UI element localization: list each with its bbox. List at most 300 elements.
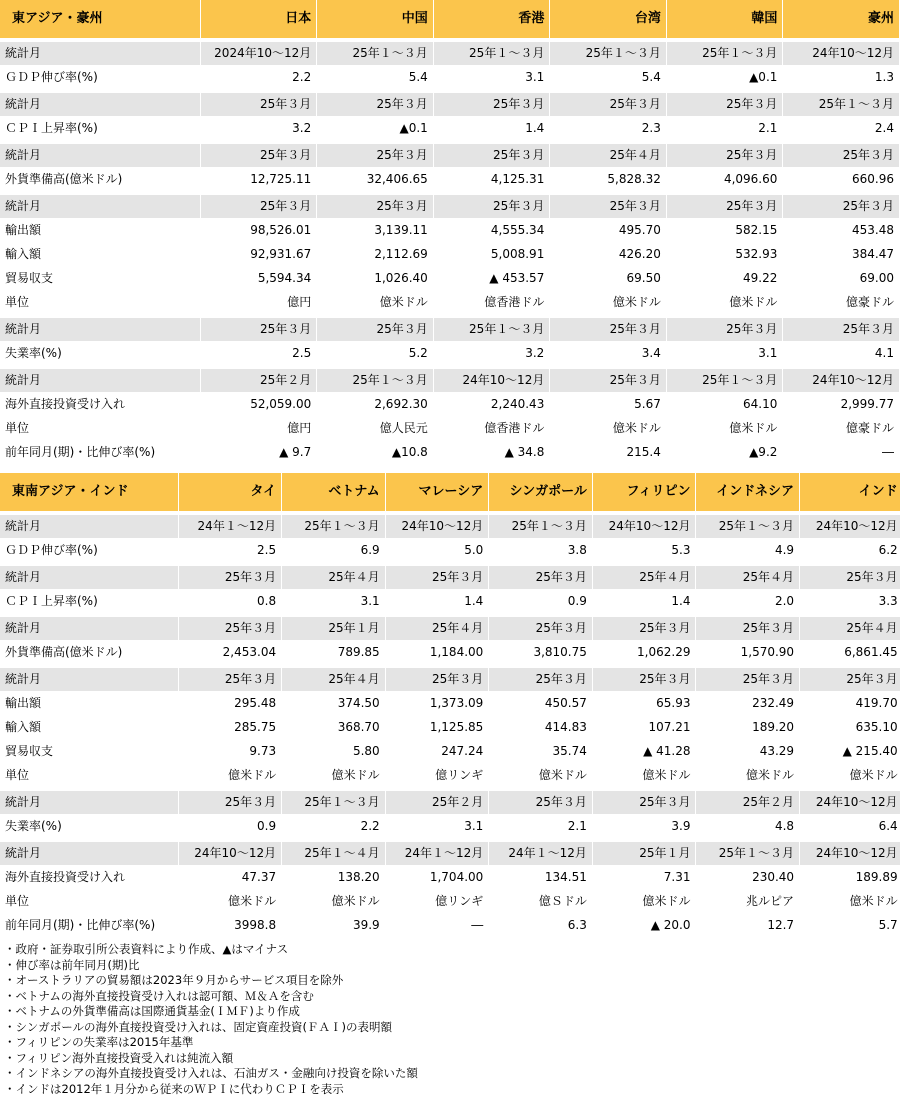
- value-cell: ▲ 9.7: [200, 441, 317, 465]
- footnote: ・伸び率は前年同月(期)比: [4, 958, 900, 974]
- footnote: ・フィリピンの失業率は2015年基準: [4, 1035, 900, 1051]
- row-label: 輸出額: [0, 692, 178, 716]
- value-cell: 1,125.85: [385, 716, 489, 740]
- value-cell: 134.51: [489, 866, 593, 890]
- value-cell: 3.4: [550, 342, 667, 366]
- period-cell: 24年１～12月: [178, 515, 282, 539]
- value-cell: ▲ 34.8: [433, 441, 550, 465]
- country-heading: 韓国: [666, 0, 783, 39]
- period-row: [0, 42, 900, 66]
- value-cell: 2.5: [178, 539, 282, 563]
- value-cell: 2.5: [200, 342, 317, 366]
- value-cell: 2,692.30: [317, 393, 434, 417]
- value-cell: 47.37: [178, 866, 282, 890]
- value-row: [0, 219, 900, 243]
- period-cell: 25年１～３月: [282, 791, 386, 815]
- value-cell: 億米ドル: [592, 764, 696, 788]
- value-cell: 660.96: [783, 168, 900, 192]
- value-cell: 億米ドル: [800, 764, 900, 788]
- value-row: [0, 740, 900, 764]
- footnote: ・インドネシアの海外直接投資受け入れは、石油ガス・金融向け投資を除いた額: [4, 1066, 900, 1082]
- period-cell: 25年１～３月: [489, 515, 593, 539]
- period-cell: 25年１～３月: [317, 369, 434, 393]
- period-row: [0, 566, 900, 590]
- value-cell: 3.8: [489, 539, 593, 563]
- value-row: [0, 393, 900, 417]
- value-cell: 3,139.11: [317, 219, 434, 243]
- country-heading: 台湾: [550, 0, 667, 39]
- value-cell: 1,026.40: [317, 267, 434, 291]
- period-cell: 25年３月: [200, 93, 317, 117]
- country-heading: マレーシア: [385, 473, 489, 512]
- value-cell: 2.2: [282, 815, 386, 839]
- row-label: 前年同月(期)・比伸び率(%): [0, 914, 178, 938]
- period-cell: 25年２月: [200, 369, 317, 393]
- period-cell: 25年３月: [200, 144, 317, 168]
- value-row: [0, 914, 900, 938]
- value-cell: 65.93: [592, 692, 696, 716]
- value-cell: 1.4: [385, 590, 489, 614]
- value-cell: 1,184.00: [385, 641, 489, 665]
- value-cell: 億米ドル: [666, 417, 783, 441]
- value-cell: 4.1: [783, 342, 900, 366]
- value-cell: 3.1: [433, 66, 550, 90]
- period-cell: 25年３月: [550, 195, 667, 219]
- period-cell: 25年３月: [178, 668, 282, 692]
- value-cell: 2,999.77: [783, 393, 900, 417]
- value-row: [0, 168, 900, 192]
- value-cell: 49.22: [666, 267, 783, 291]
- value-cell: 億円: [200, 417, 317, 441]
- period-cell: 25年３月: [800, 566, 900, 590]
- footnote: ・インドは2012年１月分から従来のＷＰＩに代わりＣＰＩを表示: [4, 1082, 900, 1097]
- value-row: [0, 815, 900, 839]
- value-row: [0, 590, 900, 614]
- period-cell: 25年３月: [433, 144, 550, 168]
- value-cell: 64.10: [666, 393, 783, 417]
- value-cell: 374.50: [282, 692, 386, 716]
- value-cell: 1,704.00: [385, 866, 489, 890]
- value-cell: 6.3: [489, 914, 593, 938]
- value-row: [0, 267, 900, 291]
- southeast-asia-india-table: [0, 473, 900, 941]
- row-label: 貿易収支: [0, 267, 200, 291]
- value-cell: 億米ドル: [550, 417, 667, 441]
- period-row: [0, 369, 900, 393]
- value-cell: 0.9: [489, 590, 593, 614]
- period-cell: 25年３月: [666, 93, 783, 117]
- period-cell: 25年４月: [282, 668, 386, 692]
- period-cell: 25年１～３月: [317, 42, 434, 66]
- row-label: 単位: [0, 417, 200, 441]
- value-cell: 0.9: [178, 815, 282, 839]
- period-cell: 25年３月: [696, 668, 800, 692]
- value-cell: 107.21: [592, 716, 696, 740]
- value-cell: 億人民元: [317, 417, 434, 441]
- value-cell: 2.1: [489, 815, 593, 839]
- value-cell: 414.83: [489, 716, 593, 740]
- period-cell: 25年１～３月: [666, 42, 783, 66]
- period-cell: 25年１～３月: [783, 93, 900, 117]
- row-label: 輸出額: [0, 219, 200, 243]
- row-label: ＧＤＰ伸び率(%): [0, 66, 200, 90]
- value-cell: 億米ドル: [666, 291, 783, 315]
- footnotes: [0, 941, 900, 1097]
- value-cell: ▲ 20.0: [592, 914, 696, 938]
- value-cell: 5,008.91: [433, 243, 550, 267]
- row-label: ＣＰＩ上昇率(%): [0, 590, 178, 614]
- row-label: 輸入額: [0, 716, 178, 740]
- value-cell: 495.70: [550, 219, 667, 243]
- value-cell: 35.74: [489, 740, 593, 764]
- period-cell: 24年10～12月: [800, 791, 900, 815]
- value-cell: 12,725.11: [200, 168, 317, 192]
- period-cell: 25年３月: [592, 791, 696, 815]
- value-cell: 3.2: [200, 117, 317, 141]
- value-cell: 419.70: [800, 692, 900, 716]
- row-label: 統計月: [0, 369, 200, 393]
- value-cell: ▲9.2: [666, 441, 783, 465]
- value-cell: 9.73: [178, 740, 282, 764]
- value-cell: 1.3: [783, 66, 900, 90]
- country-heading: 日本: [200, 0, 317, 39]
- value-cell: 5.7: [800, 914, 900, 938]
- value-cell: 2.3: [550, 117, 667, 141]
- value-cell: 億米ドル: [178, 890, 282, 914]
- country-heading: 豪州: [783, 0, 900, 39]
- period-cell: 25年３月: [666, 144, 783, 168]
- footnote: ・シンガポールの海外直接投資受け入れは、固定資産投資(ＦＡＩ)の表明額: [4, 1020, 900, 1036]
- period-cell: 25年３月: [783, 144, 900, 168]
- row-label: ＧＤＰ伸び率(%): [0, 539, 178, 563]
- value-cell: 1.4: [433, 117, 550, 141]
- value-cell: 4.9: [696, 539, 800, 563]
- period-cell: 25年３月: [178, 791, 282, 815]
- period-cell: 25年３月: [592, 617, 696, 641]
- row-label: 海外直接投資受け入れ: [0, 866, 178, 890]
- value-cell: ▲ 453.57: [433, 267, 550, 291]
- value-row: [0, 243, 900, 267]
- value-cell: 5.0: [385, 539, 489, 563]
- value-cell: 230.40: [696, 866, 800, 890]
- value-cell: 6.2: [800, 539, 900, 563]
- period-row: [0, 791, 900, 815]
- footnote: ・オーストラリアの貿易額は2023年９月からサービス項目を除外: [4, 973, 900, 989]
- value-cell: 215.4: [550, 441, 667, 465]
- value-cell: 億米ドル: [282, 764, 386, 788]
- row-label: 統計月: [0, 842, 178, 866]
- period-cell: 25年２月: [385, 791, 489, 815]
- value-cell: 1,373.09: [385, 692, 489, 716]
- value-cell: 5.2: [317, 342, 434, 366]
- period-cell: 25年３月: [489, 791, 593, 815]
- value-row: [0, 417, 900, 441]
- period-cell: 25年３月: [385, 668, 489, 692]
- period-cell: 24年10～12月: [592, 515, 696, 539]
- value-row: [0, 291, 900, 315]
- period-cell: 24年10～12月: [783, 42, 900, 66]
- value-cell: 92,931.67: [200, 243, 317, 267]
- country-heading: フィリピン: [592, 473, 696, 512]
- value-cell: 6.9: [282, 539, 386, 563]
- value-cell: ―: [783, 441, 900, 465]
- value-cell: 億米ドル: [282, 890, 386, 914]
- value-cell: 億米ドル: [592, 890, 696, 914]
- period-cell: 25年３月: [550, 93, 667, 117]
- value-cell: 2.1: [666, 117, 783, 141]
- value-cell: 69.00: [783, 267, 900, 291]
- period-cell: 25年１～３月: [696, 515, 800, 539]
- value-cell: 5.80: [282, 740, 386, 764]
- period-cell: 25年３月: [317, 318, 434, 342]
- value-cell: 189.20: [696, 716, 800, 740]
- footnote: ・ベトナムの海外直接投資受け入れは認可額、Ｍ＆Ａを含む: [4, 989, 900, 1005]
- value-cell: 32,406.65: [317, 168, 434, 192]
- period-cell: 25年３月: [696, 617, 800, 641]
- period-cell: 25年３月: [433, 93, 550, 117]
- value-cell: 1,062.29: [592, 641, 696, 665]
- period-cell: 25年４月: [385, 617, 489, 641]
- value-cell: 億リンギ: [385, 890, 489, 914]
- row-label: 失業率(%): [0, 342, 200, 366]
- value-row: [0, 764, 900, 788]
- value-cell: 億香港ドル: [433, 291, 550, 315]
- row-label: 統計月: [0, 42, 200, 66]
- east-asia-australia-table: [0, 0, 900, 473]
- period-row: [0, 617, 900, 641]
- period-cell: 25年３月: [489, 566, 593, 590]
- value-cell: 3.1: [385, 815, 489, 839]
- footnote: ・ベトナムの外貨準備高は国際通貨基金(ＩＭＦ)より作成: [4, 1004, 900, 1020]
- period-cell: 25年１～３月: [550, 42, 667, 66]
- period-cell: 24年10～12月: [178, 842, 282, 866]
- period-cell: 25年１月: [282, 617, 386, 641]
- country-heading: タイ: [178, 473, 282, 512]
- period-cell: 25年１～３月: [433, 318, 550, 342]
- period-cell: 24年10～12月: [433, 369, 550, 393]
- period-cell: 25年３月: [489, 617, 593, 641]
- row-label: 外貨準備高(億米ドル): [0, 641, 178, 665]
- country-heading: インド: [800, 473, 900, 512]
- period-cell: 25年２月: [696, 791, 800, 815]
- period-cell: 25年１～３月: [433, 42, 550, 66]
- value-cell: 39.9: [282, 914, 386, 938]
- period-cell: 25年１～３月: [696, 842, 800, 866]
- value-cell: 2.0: [696, 590, 800, 614]
- region-heading: 東アジア・豪州: [0, 0, 200, 39]
- period-cell: 25年１月: [592, 842, 696, 866]
- value-cell: ▲0.1: [666, 66, 783, 90]
- value-cell: 450.57: [489, 692, 593, 716]
- value-cell: ▲ 41.28: [592, 740, 696, 764]
- value-cell: 1,570.90: [696, 641, 800, 665]
- period-cell: 25年４月: [592, 566, 696, 590]
- value-row: [0, 716, 900, 740]
- period-cell: 25年３月: [666, 318, 783, 342]
- value-cell: 億リンギ: [385, 764, 489, 788]
- value-cell: 69.50: [550, 267, 667, 291]
- country-heading: ベトナム: [282, 473, 386, 512]
- period-row: [0, 195, 900, 219]
- period-cell: 25年３月: [783, 318, 900, 342]
- value-cell: 2.2: [200, 66, 317, 90]
- period-cell: 24年10～12月: [800, 842, 900, 866]
- period-cell: 25年４月: [696, 566, 800, 590]
- row-label: 失業率(%): [0, 815, 178, 839]
- value-cell: 2,112.69: [317, 243, 434, 267]
- row-label: 統計月: [0, 195, 200, 219]
- value-cell: 368.70: [282, 716, 386, 740]
- period-cell: 25年４月: [282, 566, 386, 590]
- value-cell: 7.31: [592, 866, 696, 890]
- value-cell: 億米ドル: [178, 764, 282, 788]
- region-heading: 東南アジア・インド: [0, 473, 178, 512]
- period-cell: 24年１～12月: [489, 842, 593, 866]
- value-row: [0, 117, 900, 141]
- period-cell: 25年１～４月: [282, 842, 386, 866]
- value-cell: 3.9: [592, 815, 696, 839]
- period-cell: 25年３月: [178, 566, 282, 590]
- period-row: [0, 668, 900, 692]
- value-row: [0, 539, 900, 563]
- value-cell: 億米ドル: [489, 764, 593, 788]
- value-cell: 2,453.04: [178, 641, 282, 665]
- value-row: [0, 866, 900, 890]
- period-cell: 25年３月: [550, 318, 667, 342]
- value-cell: 3.3: [800, 590, 900, 614]
- value-cell: 189.89: [800, 866, 900, 890]
- period-cell: 2024年10～12月: [200, 42, 317, 66]
- value-cell: 億豪ドル: [783, 291, 900, 315]
- value-cell: 5.67: [550, 393, 667, 417]
- value-cell: 4,096.60: [666, 168, 783, 192]
- value-cell: 4.8: [696, 815, 800, 839]
- value-cell: 6,861.45: [800, 641, 900, 665]
- value-cell: 3,810.75: [489, 641, 593, 665]
- row-label: 単位: [0, 291, 200, 315]
- value-cell: ―: [385, 914, 489, 938]
- period-row: [0, 144, 900, 168]
- value-row: [0, 890, 900, 914]
- row-label: 統計月: [0, 566, 178, 590]
- period-cell: 24年１～12月: [385, 842, 489, 866]
- period-row: [0, 318, 900, 342]
- period-row: [0, 842, 900, 866]
- value-row: [0, 66, 900, 90]
- value-row: [0, 641, 900, 665]
- value-cell: ▲10.8: [317, 441, 434, 465]
- period-cell: 24年10～12月: [385, 515, 489, 539]
- period-cell: 25年３月: [200, 318, 317, 342]
- value-row: [0, 692, 900, 716]
- value-cell: 6.4: [800, 815, 900, 839]
- value-cell: 0.8: [178, 590, 282, 614]
- value-cell: 億米ドル: [800, 890, 900, 914]
- value-cell: 3.1: [666, 342, 783, 366]
- period-cell: 25年３月: [489, 668, 593, 692]
- value-cell: ▲ 215.40: [800, 740, 900, 764]
- row-label: 統計月: [0, 93, 200, 117]
- value-cell: 5.4: [550, 66, 667, 90]
- value-cell: 285.75: [178, 716, 282, 740]
- row-label: 統計月: [0, 515, 178, 539]
- period-cell: 25年１～３月: [282, 515, 386, 539]
- value-cell: 億米ドル: [696, 764, 800, 788]
- period-cell: 25年３月: [317, 93, 434, 117]
- row-label: ＣＰＩ上昇率(%): [0, 117, 200, 141]
- value-cell: 789.85: [282, 641, 386, 665]
- period-cell: 25年１～３月: [666, 369, 783, 393]
- value-cell: 億米ドル: [550, 291, 667, 315]
- table-header-row: [0, 0, 900, 39]
- period-cell: 25年３月: [592, 668, 696, 692]
- period-cell: 25年３月: [433, 195, 550, 219]
- period-cell: 25年３月: [666, 195, 783, 219]
- value-cell: 億Ｓドル: [489, 890, 593, 914]
- value-cell: 5.3: [592, 539, 696, 563]
- value-cell: 12.7: [696, 914, 800, 938]
- row-label: 統計月: [0, 617, 178, 641]
- footnote: ・政府・証券取引所公表資料により作成、▲はマイナス: [4, 942, 900, 958]
- value-cell: 億円: [200, 291, 317, 315]
- footnote: ・フィリピン海外直接投資受入れは純流入額: [4, 1051, 900, 1067]
- period-cell: 24年10～12月: [783, 369, 900, 393]
- country-heading: 香港: [433, 0, 550, 39]
- period-cell: 25年３月: [550, 369, 667, 393]
- value-cell: 4,555.34: [433, 219, 550, 243]
- row-label: 統計月: [0, 668, 178, 692]
- value-cell: 582.15: [666, 219, 783, 243]
- value-cell: 5,828.32: [550, 168, 667, 192]
- value-row: [0, 342, 900, 366]
- value-cell: 98,526.01: [200, 219, 317, 243]
- value-cell: 5,594.34: [200, 267, 317, 291]
- spacer-cell: [0, 465, 900, 474]
- value-cell: 兆ルピア: [696, 890, 800, 914]
- period-cell: 25年３月: [178, 617, 282, 641]
- row-label: 外貨準備高(億米ドル): [0, 168, 200, 192]
- value-cell: 2,240.43: [433, 393, 550, 417]
- value-cell: 1.4: [592, 590, 696, 614]
- value-cell: 3.1: [282, 590, 386, 614]
- value-cell: 295.48: [178, 692, 282, 716]
- value-cell: 5.4: [317, 66, 434, 90]
- value-cell: 4,125.31: [433, 168, 550, 192]
- value-cell: 億米ドル: [317, 291, 434, 315]
- value-cell: 3998.8: [178, 914, 282, 938]
- country-heading: シンガポール: [489, 473, 593, 512]
- row-label: 単位: [0, 890, 178, 914]
- value-cell: 232.49: [696, 692, 800, 716]
- period-cell: 25年３月: [317, 144, 434, 168]
- value-cell: ▲0.1: [317, 117, 434, 141]
- value-cell: 2.4: [783, 117, 900, 141]
- value-cell: 384.47: [783, 243, 900, 267]
- row-label: 輸入額: [0, 243, 200, 267]
- value-cell: 247.24: [385, 740, 489, 764]
- period-cell: 25年３月: [317, 195, 434, 219]
- section-spacer: [0, 465, 900, 474]
- period-cell: 25年４月: [800, 617, 900, 641]
- row-label: 前年同月(期)・比伸び率(%): [0, 441, 200, 465]
- row-label: 統計月: [0, 318, 200, 342]
- value-cell: 52,059.00: [200, 393, 317, 417]
- value-cell: 43.29: [696, 740, 800, 764]
- row-label: 貿易収支: [0, 740, 178, 764]
- period-cell: 25年４月: [550, 144, 667, 168]
- row-label: 統計月: [0, 144, 200, 168]
- value-cell: 億香港ドル: [433, 417, 550, 441]
